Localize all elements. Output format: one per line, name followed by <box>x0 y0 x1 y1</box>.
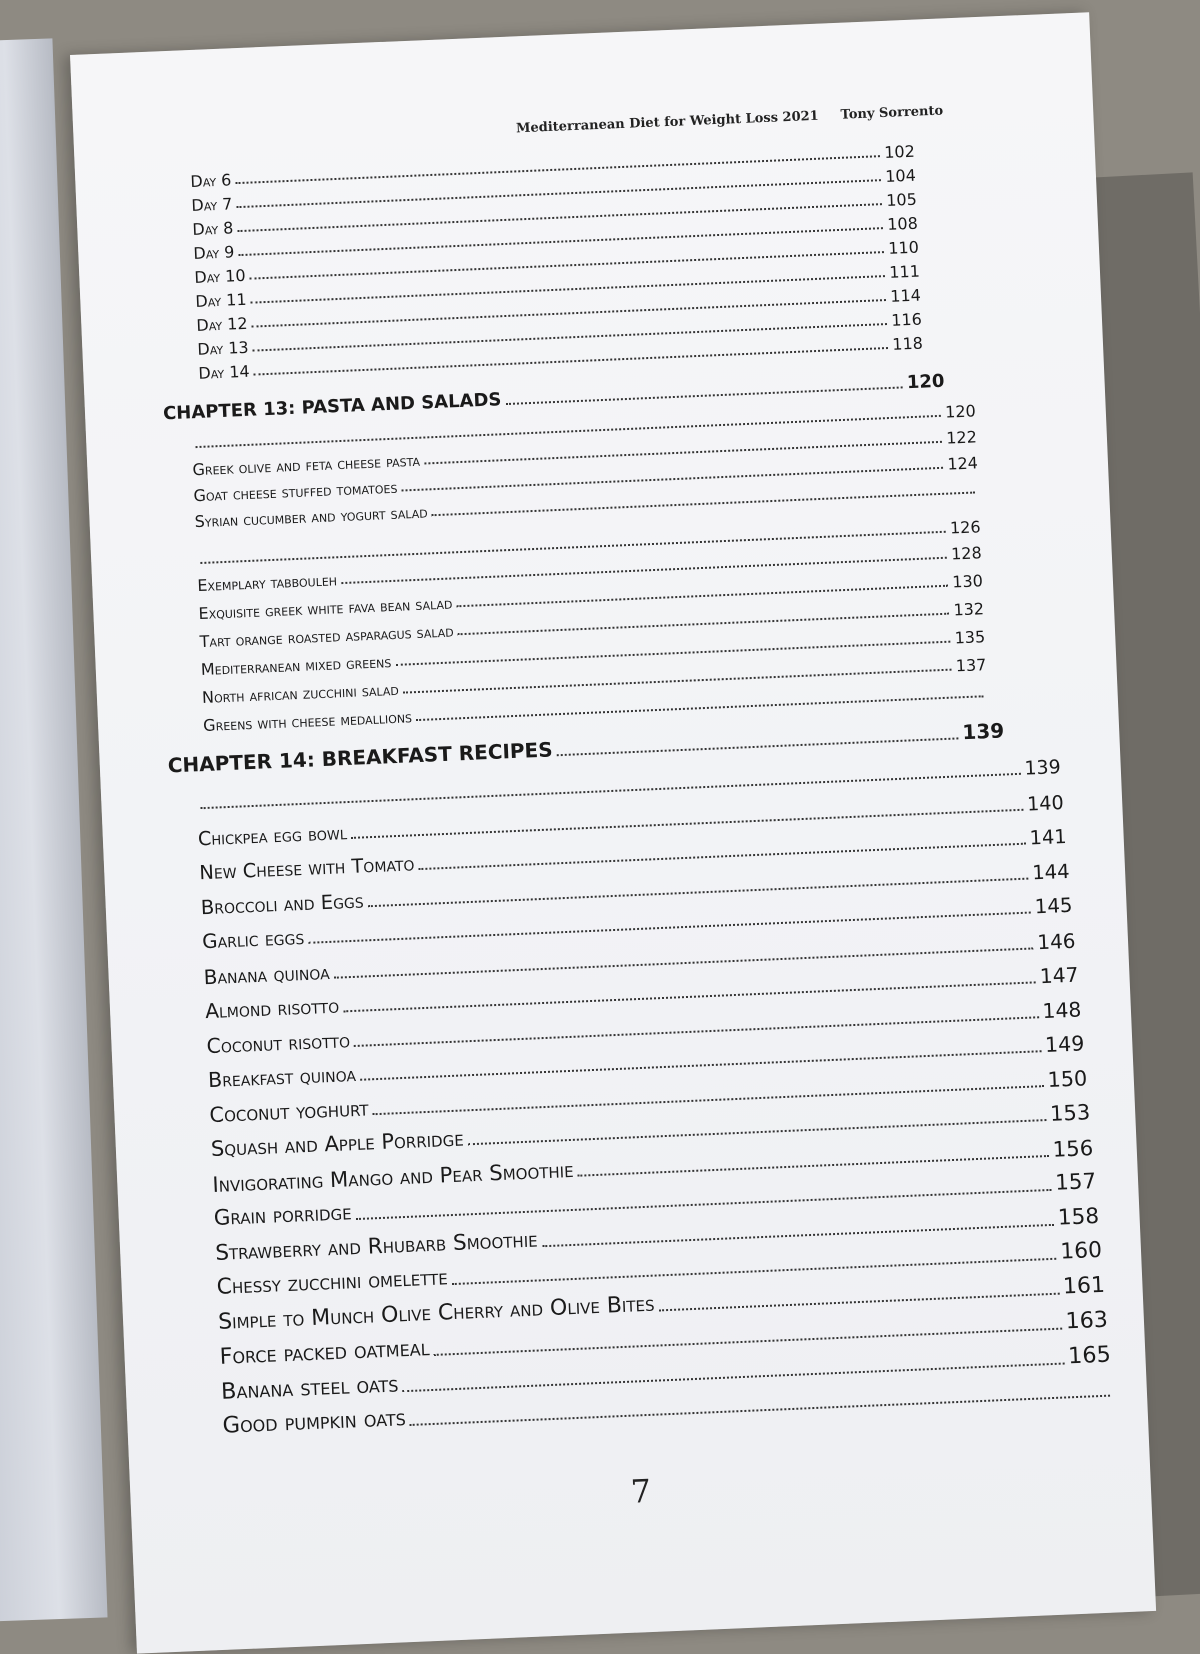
toc-entry-page: 153 <box>1049 1100 1091 1126</box>
dot-leader <box>416 695 984 721</box>
toc-entry-page: 161 <box>1062 1272 1106 1299</box>
toc-entry-page: 147 <box>1039 962 1079 989</box>
toc-entry-page: 150 <box>1047 1065 1088 1092</box>
toc-entry-page: 124 <box>946 453 979 474</box>
toc-entry-title: Simple to Munch Olive Cherry and Olive Bites <box>217 1291 655 1335</box>
toc-entry-page: 120 <box>906 370 945 394</box>
toc-entry-title: Good pumpkin oats <box>221 1405 407 1439</box>
toc-entry-page: 163 <box>1065 1306 1109 1335</box>
toc-entry-page: 105 <box>885 189 918 210</box>
dot-leader <box>505 386 903 405</box>
toc-entry-title: Day 7 <box>191 194 233 216</box>
toc-entry-title: New Cheese with Tomato <box>198 852 415 885</box>
toc-entry-page: 122 <box>945 427 978 448</box>
toc-entry-title: Day 13 <box>197 337 249 359</box>
toc-entry-page: 139 <box>1023 756 1062 780</box>
book-page <box>70 12 1156 1653</box>
toc-entry-title: North african zucchini salad <box>201 679 400 708</box>
toc-entry-page: 120 <box>944 401 977 422</box>
toc-entry-page: 104 <box>884 165 917 186</box>
dot-leader <box>659 1292 1060 1311</box>
toc-entry-title: Day 6 <box>190 170 232 192</box>
page-number: 7 <box>629 1471 652 1511</box>
toc-entry-page: 158 <box>1057 1203 1100 1231</box>
toc-entry-page: 165 <box>1067 1341 1112 1369</box>
toc-entry-page: 108 <box>886 213 919 234</box>
toc-entry-title: Greens with cheese medallions <box>202 707 413 736</box>
toc-entry-page: 145 <box>1034 893 1073 919</box>
running-header <box>74 97 1094 155</box>
toc-entry-title: CHAPTER 13: PASTA AND SALADS <box>162 389 502 425</box>
toc-entry-page: 149 <box>1044 1031 1085 1058</box>
toc-entry-title: Chessy zucchini omelette <box>216 1265 449 1300</box>
toc-entry-title: Breakfast quinoa <box>207 1061 357 1093</box>
toc-entry-page: 141 <box>1029 824 1068 850</box>
toc-entry-title: CHAPTER 14: BREAKFAST RECIPES <box>167 737 554 778</box>
toc-entry-page: 135 <box>954 627 986 648</box>
toc-entry-title: Banana steel oats <box>220 1370 399 1405</box>
toc-entry-title: Garlic eggs <box>201 925 305 954</box>
toc-entry-page: 114 <box>889 285 922 306</box>
toc-entry-title: Broccoli and Eggs <box>200 888 365 919</box>
toc-entry-title: Squash and Apple Porridge <box>210 1126 465 1162</box>
toc-entry-title: Goat cheese stuffed tomatoes <box>193 477 398 506</box>
toc-entry-page: 116 <box>890 309 923 330</box>
toc-entry-title: Almond risotto <box>204 993 340 1024</box>
toc-entry-page: 132 <box>953 599 985 620</box>
toc-entry-title: Syrian cucumber and yogurt salad <box>194 502 429 532</box>
author-name: Tony Sorrento <box>840 103 944 123</box>
toc-entry-page: 110 <box>887 237 920 258</box>
toc-entry-page: 111 <box>888 261 921 282</box>
toc-entry-page: 140 <box>1026 790 1065 816</box>
toc-entry-title: Coconut yoghurt <box>208 1095 369 1127</box>
toc-entry-title: Day 9 <box>193 242 235 263</box>
toc-entry-page: 128 <box>950 543 983 564</box>
book-title: Mediterranean Diet for Weight Loss 2021 <box>515 108 819 137</box>
toc-entry-title: Day 10 <box>194 265 246 287</box>
toc-entry-page: 148 <box>1041 996 1082 1023</box>
toc-entry-title: Exemplary tabbouleh <box>196 570 338 596</box>
toc-entry-title: Chickpea egg bowl <box>197 820 348 850</box>
toc-entry-title: Day 11 <box>195 289 247 311</box>
toc-entry-title: Banana quinoa <box>203 959 331 989</box>
toc-entry-title: Day 12 <box>196 313 248 335</box>
dot-leader <box>557 737 959 756</box>
toc-entry-title: Strawberry and Rhubarb Smoothie <box>214 1226 539 1266</box>
toc-entry-title: Coconut risotto <box>206 1027 351 1058</box>
dot-leader <box>410 1395 1110 1426</box>
toc-entry-page: 102 <box>883 141 916 162</box>
toc-entry-title: Tart orange roasted asparagus salad <box>199 621 455 652</box>
toc-entry-title: Day 14 <box>198 361 250 383</box>
toc-entry-page: 160 <box>1059 1237 1103 1265</box>
toc-entry-title: Grain porridge <box>213 1200 353 1231</box>
toc-entry-page: 156 <box>1052 1134 1094 1162</box>
toc-entry-page: 146 <box>1036 928 1076 954</box>
toc-entry-title: Mediterranean mixed greens <box>200 652 392 680</box>
dot-leader <box>432 491 975 516</box>
toc-entry-page: 157 <box>1054 1169 1097 1196</box>
toc-entry-title: Greek olive and feta cheese pasta <box>192 450 421 480</box>
toc-entry-title: Force packed oatmeal <box>219 1335 431 1370</box>
toc-entry-page: 126 <box>949 517 981 538</box>
toc-entry-title: Exquisite greek white fava bean salad <box>198 593 453 624</box>
toc-entry-page: 144 <box>1031 859 1071 884</box>
toc-entry-page: 118 <box>891 333 924 354</box>
toc-entry-page: 130 <box>951 571 984 592</box>
toc-entry-title: Invigorating Mango and Pear Smoothie <box>211 1156 575 1197</box>
toc-entry-page: 137 <box>955 655 987 676</box>
toc-entry-title: Day 8 <box>192 218 234 240</box>
toc-entry-page: 139 <box>961 718 1005 745</box>
